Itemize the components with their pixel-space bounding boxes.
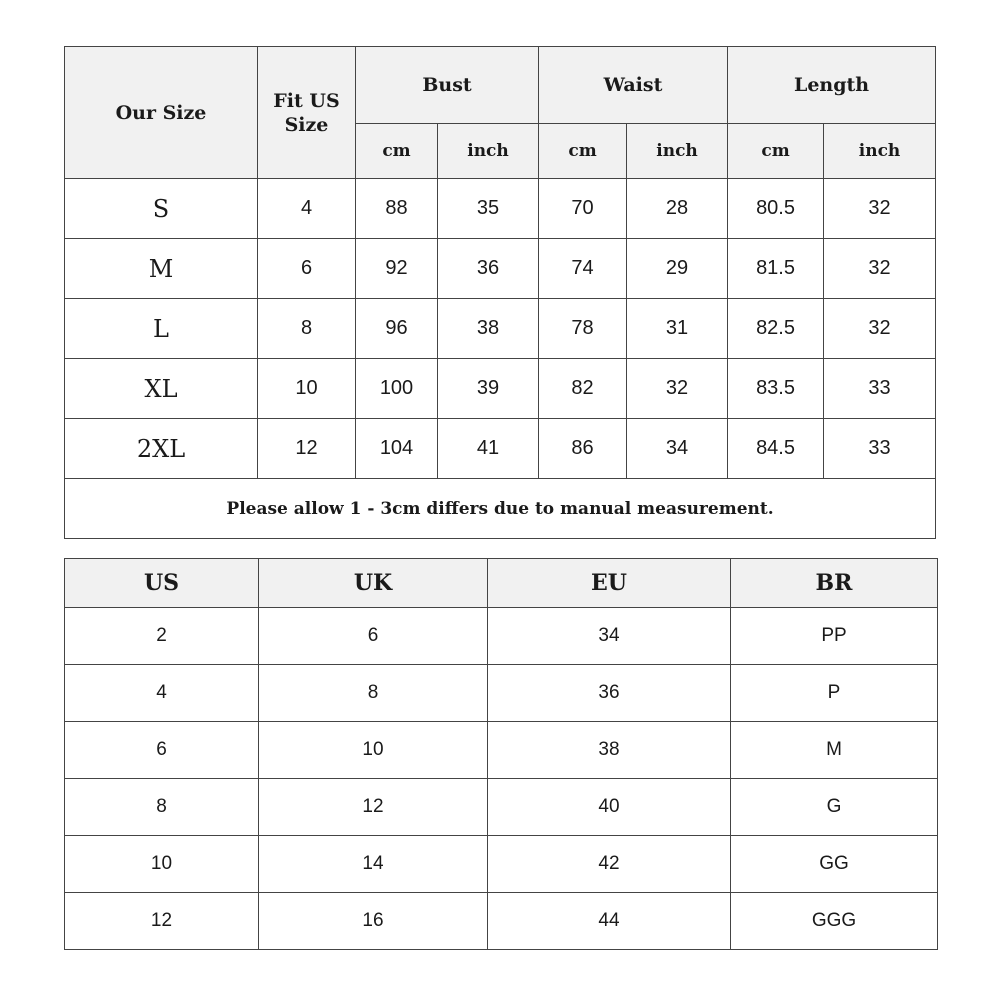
length-inch-cell: 32 [824,239,936,299]
eu-cell: 34 [488,608,731,665]
waist-cm-header: cm [539,124,627,179]
eu-cell: 40 [488,779,731,836]
conversion-row [65,836,938,893]
waist-inch-header: inch [627,124,728,179]
uk-header: UK [259,559,488,608]
size-chart-row [65,419,936,479]
bust-inch-cell: 36 [438,239,539,299]
size-chart-row [65,359,936,419]
waist-inch-cell: 32 [627,359,728,419]
length-cm-cell: 84.5 [728,419,824,479]
bust-cm-header: cm [356,124,438,179]
conversion-row [65,779,938,836]
br-cell: GG [731,836,938,893]
us-cell: 8 [65,779,259,836]
fit-us-size-header: Fit US Size [258,47,356,179]
uk-cell: 12 [259,779,488,836]
our-size-cell: 2XL [65,419,258,479]
fit-us-size-cell: 12 [258,419,356,479]
bust-inch-cell: 39 [438,359,539,419]
length-cm-header: cm [728,124,824,179]
waist-cm-cell: 86 [539,419,627,479]
uk-cell: 16 [259,893,488,950]
length-cm-cell: 82.5 [728,299,824,359]
size-chart-header-row [65,47,936,124]
bust-cm-cell: 104 [356,419,438,479]
length-cm-cell: 83.5 [728,359,824,419]
our-size-header: Our Size [65,47,258,179]
bust-cm-cell: 88 [356,179,438,239]
br-cell: PP [731,608,938,665]
size-chart-row [65,239,936,299]
fit-us-size-cell: 10 [258,359,356,419]
fit-us-size-cell: 8 [258,299,356,359]
conversion-row [65,608,938,665]
conversion-row [65,893,938,950]
length-cm-cell: 81.5 [728,239,824,299]
conversion-header-row [65,559,938,608]
measurement-note: Please allow 1 - 3cm differs due to manual measurement. [65,479,936,539]
us-cell: 6 [65,722,259,779]
our-size-cell: S [65,179,258,239]
uk-cell: 6 [259,608,488,665]
our-size-cell: L [65,299,258,359]
length-header: Length [728,47,936,124]
fit-us-size-cell: 4 [258,179,356,239]
waist-inch-cell: 28 [627,179,728,239]
eu-header: EU [488,559,731,608]
us-cell: 12 [65,893,259,950]
bust-cm-cell: 92 [356,239,438,299]
br-cell: M [731,722,938,779]
conversion-row [65,665,938,722]
br-cell: P [731,665,938,722]
eu-cell: 42 [488,836,731,893]
length-inch-header: inch [824,124,936,179]
our-size-cell: M [65,239,258,299]
eu-cell: 36 [488,665,731,722]
bust-header: Bust [356,47,539,124]
size-chart-table [64,46,936,539]
length-inch-cell: 33 [824,419,936,479]
bust-inch-header: inch [438,124,539,179]
waist-header: Waist [539,47,728,124]
bust-inch-cell: 38 [438,299,539,359]
size-chart-row [65,299,936,359]
our-size-cell: XL [65,359,258,419]
bust-inch-cell: 35 [438,179,539,239]
length-inch-cell: 32 [824,179,936,239]
size-conversion-table [64,558,938,950]
waist-inch-cell: 31 [627,299,728,359]
conversion-row [65,722,938,779]
length-inch-cell: 33 [824,359,936,419]
us-header: US [65,559,259,608]
eu-cell: 38 [488,722,731,779]
br-cell: G [731,779,938,836]
waist-cm-cell: 82 [539,359,627,419]
waist-cm-cell: 74 [539,239,627,299]
br-header: BR [731,559,938,608]
bust-inch-cell: 41 [438,419,539,479]
uk-cell: 10 [259,722,488,779]
uk-cell: 14 [259,836,488,893]
fit-us-size-cell: 6 [258,239,356,299]
waist-cm-cell: 70 [539,179,627,239]
bust-cm-cell: 96 [356,299,438,359]
uk-cell: 8 [259,665,488,722]
bust-cm-cell: 100 [356,359,438,419]
waist-cm-cell: 78 [539,299,627,359]
us-cell: 4 [65,665,259,722]
br-cell: GGG [731,893,938,950]
waist-inch-cell: 29 [627,239,728,299]
us-cell: 2 [65,608,259,665]
eu-cell: 44 [488,893,731,950]
length-inch-cell: 32 [824,299,936,359]
size-chart-note-row [65,479,936,539]
size-chart-row [65,179,936,239]
us-cell: 10 [65,836,259,893]
waist-inch-cell: 34 [627,419,728,479]
length-cm-cell: 80.5 [728,179,824,239]
